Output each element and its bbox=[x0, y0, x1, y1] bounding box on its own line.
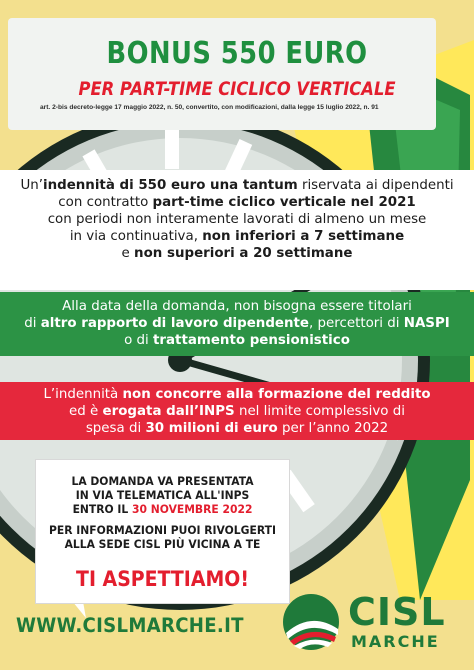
info-line-2: IN VIA TELEMATICA ALL'INPS bbox=[75, 488, 250, 502]
eligibility-line-4: in via continuativa, non inferiori a 7 settimane bbox=[69, 229, 405, 244]
deadline-date: 30 NOVEMBRE 2022 bbox=[132, 502, 253, 516]
info-line-3: ENTRO IL 30 NOVEMBRE 2022 bbox=[72, 502, 253, 516]
tax-line-3: spesa di 30 milioni di euro per l’anno 2022 bbox=[85, 421, 389, 436]
brand-name: CISL bbox=[348, 590, 446, 634]
brand-region: MARCHE bbox=[351, 632, 440, 651]
legal-reference: art. 2-bis decreto-legge 17 maggio 2022, n. 50, convertito, con modificazioni, dalla legge 15 luglio 2022, n. 91 bbox=[40, 104, 379, 111]
eligibility-line-3: con periodi non interamente lavorati di almeno un mese bbox=[47, 212, 427, 227]
requirements-line-2: di altro rapporto di lavoro dipendente, percettori di NASPI bbox=[24, 316, 450, 331]
tax-line-1: L’indennità non concorre alla formazione del reddito bbox=[43, 387, 431, 402]
info-line-5: ALLA SEDE CISL PIÙ VICINA A TE bbox=[64, 537, 261, 551]
tax-line-2: ed è erogata dall’INPS nel limite complessivo di bbox=[69, 404, 405, 419]
call-to-action: TI ASPETTIAMO! bbox=[76, 567, 249, 591]
page-title: BONUS 550 EURO bbox=[106, 36, 368, 71]
eligibility-line-5: e non superiori a 20 settimane bbox=[121, 246, 353, 261]
requirements-section bbox=[0, 292, 474, 356]
eligibility-line-2: con contratto part-time ciclico verticale nel 2021 bbox=[58, 195, 416, 210]
page-subtitle: PER PART-TIME CICLICO VERTICALE bbox=[78, 78, 396, 100]
header-card bbox=[8, 18, 436, 130]
cisl-logo-icon bbox=[282, 593, 340, 651]
info-line-1: LA DOMANDA VA PRESENTATA bbox=[71, 474, 254, 488]
eligibility-line-1: Un’indennità di 550 euro una tantum riservata ai dipendenti bbox=[20, 178, 454, 193]
website-link[interactable]: WWW.CISLMARCHE.IT bbox=[16, 614, 244, 637]
eligibility-section bbox=[0, 170, 474, 290]
tax-section bbox=[0, 382, 474, 440]
requirements-line-3: o di trattamento pensionistico bbox=[124, 333, 350, 348]
requirements-line-1: Alla data della domanda, non bisogna essere titolari bbox=[62, 299, 412, 314]
info-line-4: PER INFORMAZIONI PUOI RIVOLGERTI bbox=[49, 523, 276, 537]
info-box bbox=[36, 460, 289, 603]
